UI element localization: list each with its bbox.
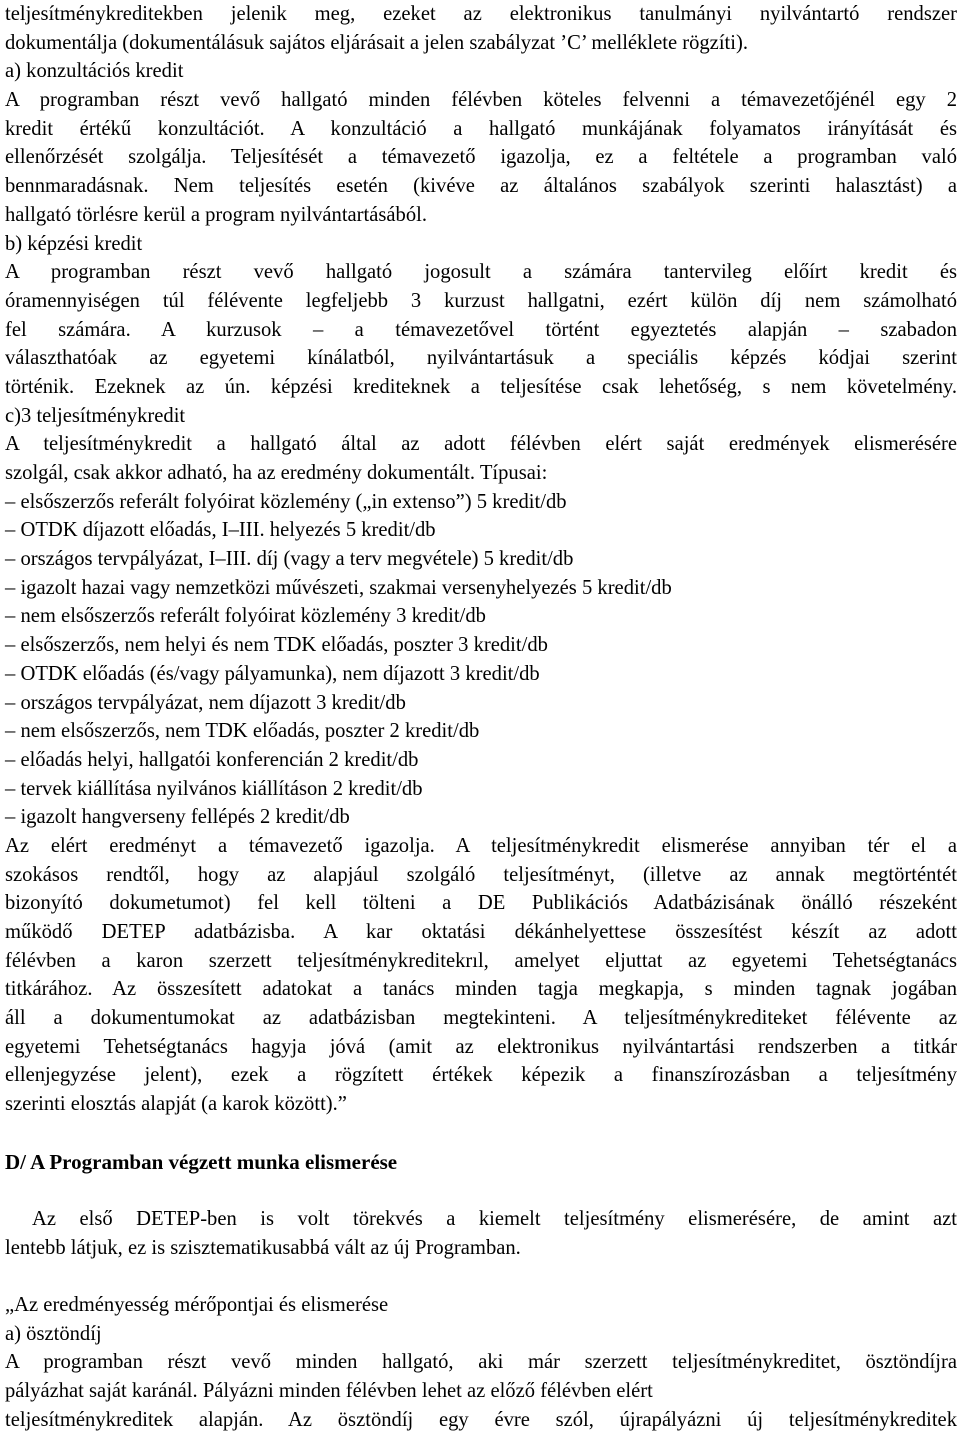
text-line: szokásos rendtől, hogy az alapjául szolgáló teljesítményt, (illetve az annak megtörténtét — [5, 863, 957, 886]
text-line: kredit értékű konzultációt. A konzultáció a hallgató munkájának folyamatos irányítását és — [5, 117, 957, 140]
text-line: hallgató törlésre kerül a program nyilvántartásából. — [5, 203, 428, 226]
text-line: Az első DETEP-ben is volt törekvés a kiemelt teljesítmény elismerésére, de amint azt — [32, 1207, 957, 1230]
subheading-measurement-points: „Az eredményesség mérőpontjai és elismerése — [5, 1293, 389, 1316]
list-item: – nem elsőszerzős referált folyóirat közlemény 3 kredit/db — [5, 605, 486, 628]
text-line: szolgál, csak akkor adható, ha az eredmény dokumentált. Típusai: — [5, 462, 548, 484]
credit-rules-section — [5, 0, 957, 488]
text-line: pályázhat saját karánál. Pályázni minden félévben lehet az előző félévben elért — [5, 1380, 653, 1402]
text-line: bizonyító dokumetumot) fel kell tölteni a DE Publikációs Adatbázisának önálló részeként — [5, 892, 957, 915]
text-line: A programban részt vevő hallgató minden félévben köteles felvenni a témavezetőjénél egy 2 — [5, 89, 957, 112]
list-item: – országos tervpályázat, nem díjazott 3 kredit/db — [5, 691, 406, 714]
text-line: A teljesítménykredit a hallgató által az adott félévben elért saját eredmények elismerésére — [5, 433, 957, 456]
text-line: óramennyiségen túl félévente legfeljebb 3 kurzust hallgatni, ezért külön díj nem számolható — [5, 289, 957, 312]
text-line: Az elért eredményt a témavezető igazolja. A teljesítménykredit elismerése annyiban tér el a — [5, 834, 957, 857]
section-heading-d: D/ A Programban végzett munka elismerése — [5, 1149, 398, 1174]
text-line: történik. Ezeknek az ún. képzési krediteknek a teljesítése csak lehetőség, s nem követelmény. — [5, 375, 957, 398]
text-line: dokumentálja (dokumentálásuk sajátos eljárásait a jelen szabályzat ’C’ melléklete rögzíti). — [5, 31, 748, 54]
list-item: – elsőszerzős, nem helyi és nem TDK előadás, poszter 3 kredit/db — [5, 634, 548, 657]
subheading-training-credit: b) képzési kredit — [5, 232, 143, 255]
text-line: ellenjegyzése jelent), ezek a rögzített értékek képezik a finanszírozásban a teljesítmény — [5, 1064, 957, 1087]
credit-types-list — [5, 488, 957, 832]
text-line: ellenőrzését szolgálja. Teljesítését a témavezető igazolja, ez a feltétele a programban való — [5, 146, 957, 169]
text-line: félévben a karon szerzett teljesítménykreditekrıl, amelyet eljuttat az egyetemi Tehetségtanács — [5, 949, 957, 972]
list-item: – országos tervpályázat, I–III. díj (vagy a terv megvétele) 5 kredit/db — [5, 548, 574, 571]
list-item: – OTDK előadás (és/vagy pályamunka), nem díjazott 3 kredit/db — [5, 662, 540, 685]
intro-paragraph — [5, 1205, 957, 1262]
text-line: bennmaradásnak. Nem teljesítés esetén (kivéve az általános szabályok szerinti halasztást) a — [5, 175, 957, 198]
text-line: titkárához. Az összesített adatokat a tanács minden tagja megkapja, s minden tagnak jogában — [5, 978, 957, 1001]
text-line: teljesítménykreditek alapján. Az ösztöndíj egy évre szól, újrapályázni új teljesítménykreditek — [5, 1408, 957, 1431]
text-line: teljesítménykreditekben jelenik meg, ezeket az elektronikus tanulmányi nyilvántartó rendszer — [5, 3, 957, 25]
subheading-performance-credit: c)3 teljesítménykredit — [5, 404, 186, 427]
list-item: – OTDK díjazott előadás, I–III. helyezés 5 kredit/db — [5, 519, 436, 542]
spacer — [5, 1262, 957, 1291]
document-page — [5, 0, 957, 1434]
text-line: szerinti elosztás alapját (a karok között).” — [5, 1093, 347, 1116]
text-line: egyetemi Tehetségtanács hagyja jóvá (amit az elektronikus nyilvántartási rendszerben a titkár — [5, 1035, 957, 1058]
text-line: lentebb látjuk, ez is szisztematikusabbá vált az új Programban. — [5, 1236, 521, 1259]
text-line: A programban részt vevő minden hallgató, aki már szerzett teljesítménykreditet, ösztöndíjra — [5, 1351, 957, 1374]
text-line: A programban részt vevő hallgató jogosult a számára tantervileg előírt kredit és — [5, 261, 957, 284]
subheading-scholarship: a) ösztöndíj — [5, 1322, 102, 1345]
text-line: választhatóak az egyetemi kínálatból, nyilvántartásuk a speciális képzés kódjai szerint — [5, 347, 957, 370]
text-line: működő DETEP adatbázisba. A kar oktatási dékánhelyettese összesítést készít az adott — [5, 921, 957, 943]
list-item: – tervek kiállítása nyilvános kiállításon 2 kredit/db — [5, 777, 423, 800]
subheading-consultation-credit: a) konzultációs kredit — [5, 60, 184, 83]
spacer — [5, 1176, 957, 1205]
list-item: – nem elsőszerzős, nem TDK előadás, poszter 2 kredit/db — [5, 720, 480, 743]
text-line: áll a dokumentumokat az adatbázisban megtekinteni. A teljesítménykrediteket félévente az — [5, 1007, 957, 1030]
scholarship-section — [5, 1291, 957, 1434]
text-line: fel számára. A kurzusok – a témavezetővel történt egyeztetés alapján – szabadon — [5, 318, 957, 341]
credit-recognition-section — [5, 832, 957, 1119]
list-item: – előadás helyi, hallgatói konferencián 2 kredit/db — [5, 748, 419, 771]
list-item: – elsőszerzős referált folyóirat közlemény („in extenso”) 5 kredit/db — [5, 490, 567, 513]
list-item: – igazolt hangverseny fellépés 2 kredit/db — [5, 806, 350, 829]
spacer — [5, 1119, 957, 1148]
list-item: – igazolt hazai vagy nemzetközi művészeti, szakmai versenyhelyezés 5 kredit/db — [5, 576, 672, 599]
